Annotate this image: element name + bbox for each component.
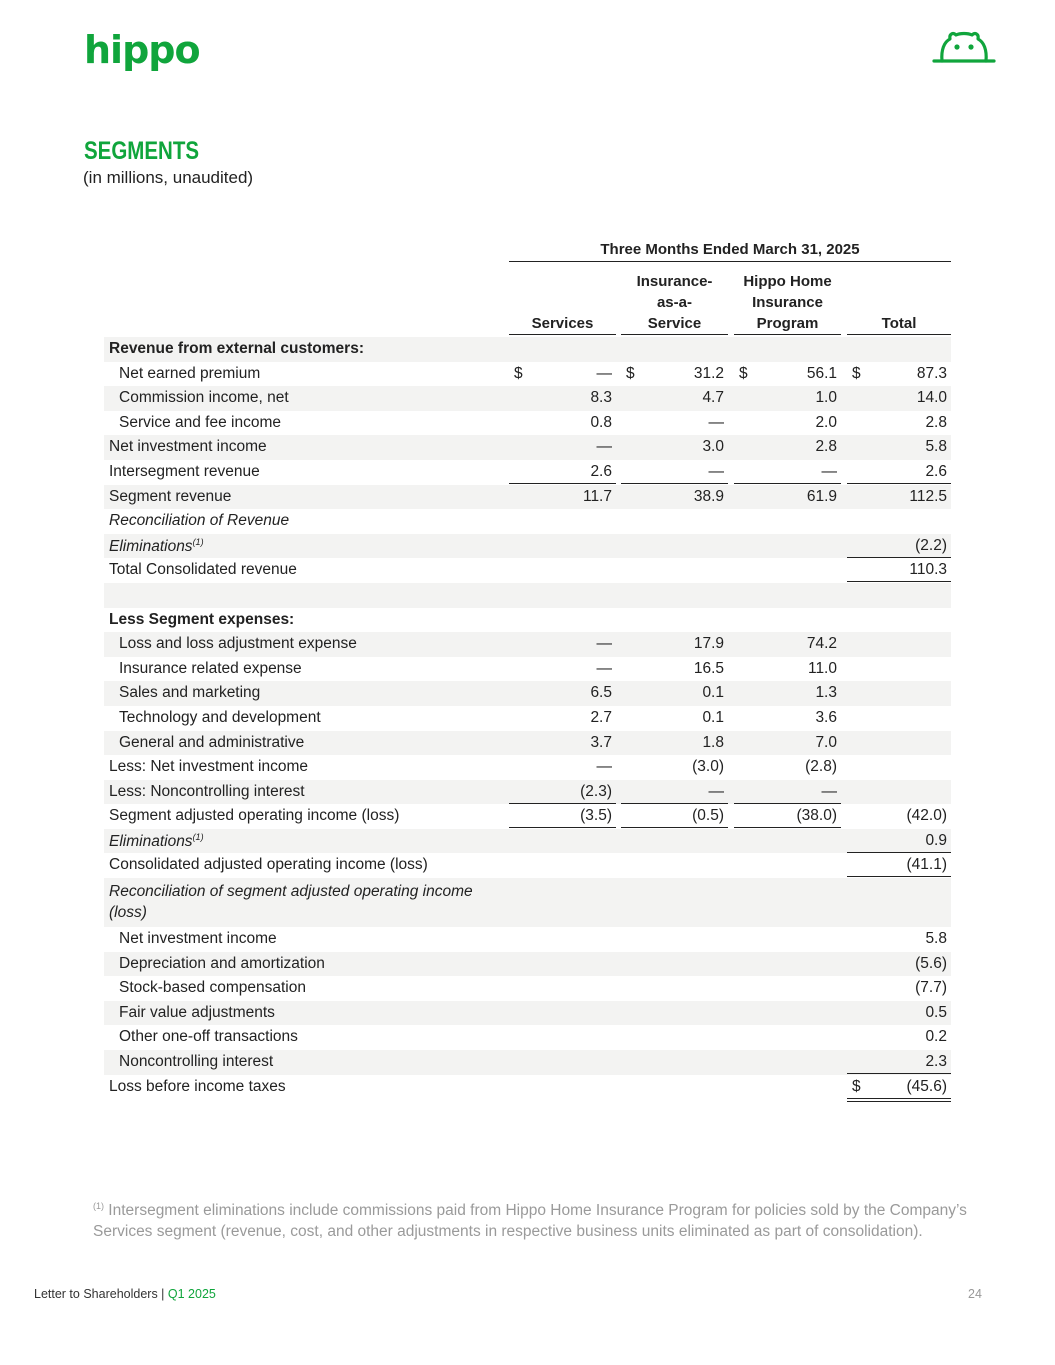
row-label: Sales and marketing [119, 684, 261, 702]
table-cell: 0.9 [847, 830, 951, 853]
currency-symbol: $ [514, 364, 523, 382]
table-row: Sales and marketing 6.5 0.1 1.3 [104, 681, 951, 706]
table-row [104, 780, 951, 805]
row-label: Depreciation and amortization [119, 954, 325, 972]
page-subtitle: (in millions, unaudited) [83, 168, 254, 187]
table-row [104, 460, 951, 485]
table-row: Stock-based compensation (7.7) [119, 979, 947, 997]
table-cell: 2.3 [847, 1051, 951, 1074]
row-label: Total Consolidated revenue [109, 561, 297, 579]
table-cell: (0.5) [621, 805, 728, 828]
currency-symbol: $ [626, 364, 635, 382]
table-row [104, 509, 951, 534]
table-cell: — [621, 461, 728, 484]
hippo-logo: hippo [84, 28, 200, 72]
table-row [104, 878, 951, 927]
table-cell: (3.5) [509, 805, 616, 828]
currency-symbol: $ [852, 1077, 861, 1095]
row-label: Insurance related expense [119, 659, 302, 677]
table-row: Depreciation and amortization (5.6) [104, 952, 951, 977]
table-row [104, 1075, 951, 1100]
row-label: Net investment income [109, 438, 267, 456]
table-row [104, 829, 951, 854]
row-label: Reconciliation of Revenue [109, 512, 290, 530]
page-footer: Letter to Shareholders | Q1 2025 [34, 1287, 216, 1301]
row-label: Loss before income taxes [109, 1077, 286, 1095]
currency-symbol: $ [852, 364, 861, 382]
table-row: Service and fee income 0.8 — 2.0 2.8 [119, 413, 947, 431]
table-cell: 2.6 [509, 461, 616, 484]
table-row: Insurance related expense — 16.5 11.0 [119, 659, 837, 677]
table-cell: (41.1) [847, 854, 951, 877]
table-row: Fair value adjustments 0.5 [104, 1001, 951, 1026]
row-label: Net earned premium [119, 364, 261, 382]
segments-table [104, 337, 951, 1099]
table-row [104, 853, 951, 878]
table-cell: $ (45.6) [847, 1076, 951, 1102]
row-label: Segment adjusted operating income (loss) [109, 807, 400, 825]
table-row: Commission income, net 8.3 4.7 1.0 14.0 [104, 386, 951, 411]
column-header-hhip: Hippo Home Insurance Program [734, 272, 841, 335]
currency-symbol: $ [739, 364, 748, 382]
column-header-total: Total [847, 272, 951, 335]
row-label: Intersegment revenue [109, 462, 260, 480]
table-cell: (2.3) [509, 781, 616, 804]
row-label: Technology and development [119, 708, 321, 726]
table-row: Loss and loss adjustment expense — 17.9 74.2 [104, 632, 951, 657]
row-label: Service and fee income [119, 413, 281, 431]
table-cell: 2.6 [847, 461, 951, 484]
page-number: 24 [968, 1287, 982, 1301]
table-row [104, 608, 951, 633]
table-row [104, 558, 951, 583]
table-cell: (38.0) [734, 805, 841, 828]
row-label: Eliminations$^{(1)}$ [109, 831, 204, 851]
table-row: Segment adjusted operating income (loss) (3.5) (0.5) (38.0) (42.0) [104, 804, 951, 829]
table-row [104, 1050, 951, 1075]
table-cell: — [734, 781, 841, 804]
table-cell: — [734, 461, 841, 484]
table-cell: — [621, 781, 728, 804]
row-label: Eliminations$^{(1)}$ [109, 536, 204, 555]
table-row [104, 337, 951, 362]
row-label: Less: Noncontrolling interest [109, 782, 305, 800]
footnote: $^{(1)}$ Intersegment eliminations include commissions paid from Hippo Home Insurance Program for policies sold by the Company’s Services segment (revenue, cost, and other adjustments in respective business units eliminated as part of consolidation). [93, 1201, 967, 1241]
table-row: General and administrative 3.7 1.8 7.0 [104, 731, 951, 756]
row-label: Segment revenue [109, 487, 232, 505]
table-row: Net earned premium $ — $ 31.2 $ 56.1 $ 87.3 [119, 364, 947, 382]
row-label: Fair value adjustments [119, 1003, 275, 1021]
row-label: Loss and loss adjustment expense [119, 635, 357, 653]
column-header-iaas: Insurance- as-a- Service [621, 272, 728, 335]
table-row: Segment revenue 11.7 38.9 61.9 112.5 [104, 485, 951, 510]
table-cell: 110.3 [847, 559, 951, 585]
row-label: Commission income, net [119, 389, 289, 407]
table-row: Net investment income — 3.0 2.8 5.8 [104, 435, 951, 460]
table-row: Other one-off transactions 0.2 [119, 1028, 947, 1046]
row-label: Consolidated adjusted operating income (loss) [109, 856, 428, 874]
column-header-services: Services [509, 272, 616, 335]
table-row: Less: Net investment income — (3.0) (2.8) [109, 758, 837, 776]
row-label: Other one-off transactions [119, 1028, 298, 1046]
row-label: Less Segment expenses: [109, 610, 295, 628]
row-label: Net investment income [119, 930, 277, 948]
table-row [104, 534, 951, 559]
row-label: Stock-based compensation [119, 979, 306, 997]
table-row: Net investment income 5.8 [119, 930, 947, 948]
row-label: Revenue from external customers: [109, 340, 364, 357]
row-label: General and administrative [119, 733, 305, 751]
page-title: SEGMENTS [84, 137, 200, 165]
row-label: Less: Net investment income [109, 758, 309, 776]
table-cell: (2.2) [847, 535, 951, 558]
row-label: Reconciliation of segment adjusted operating income (loss) [109, 883, 473, 922]
period-header: Three Months Ended March 31, 2025 [509, 241, 951, 262]
hippo-head-icon [930, 28, 998, 64]
table-row [104, 583, 951, 608]
row-label: Noncontrolling interest [119, 1053, 274, 1071]
table-row: Technology and development 2.7 0.1 3.6 [119, 708, 837, 726]
